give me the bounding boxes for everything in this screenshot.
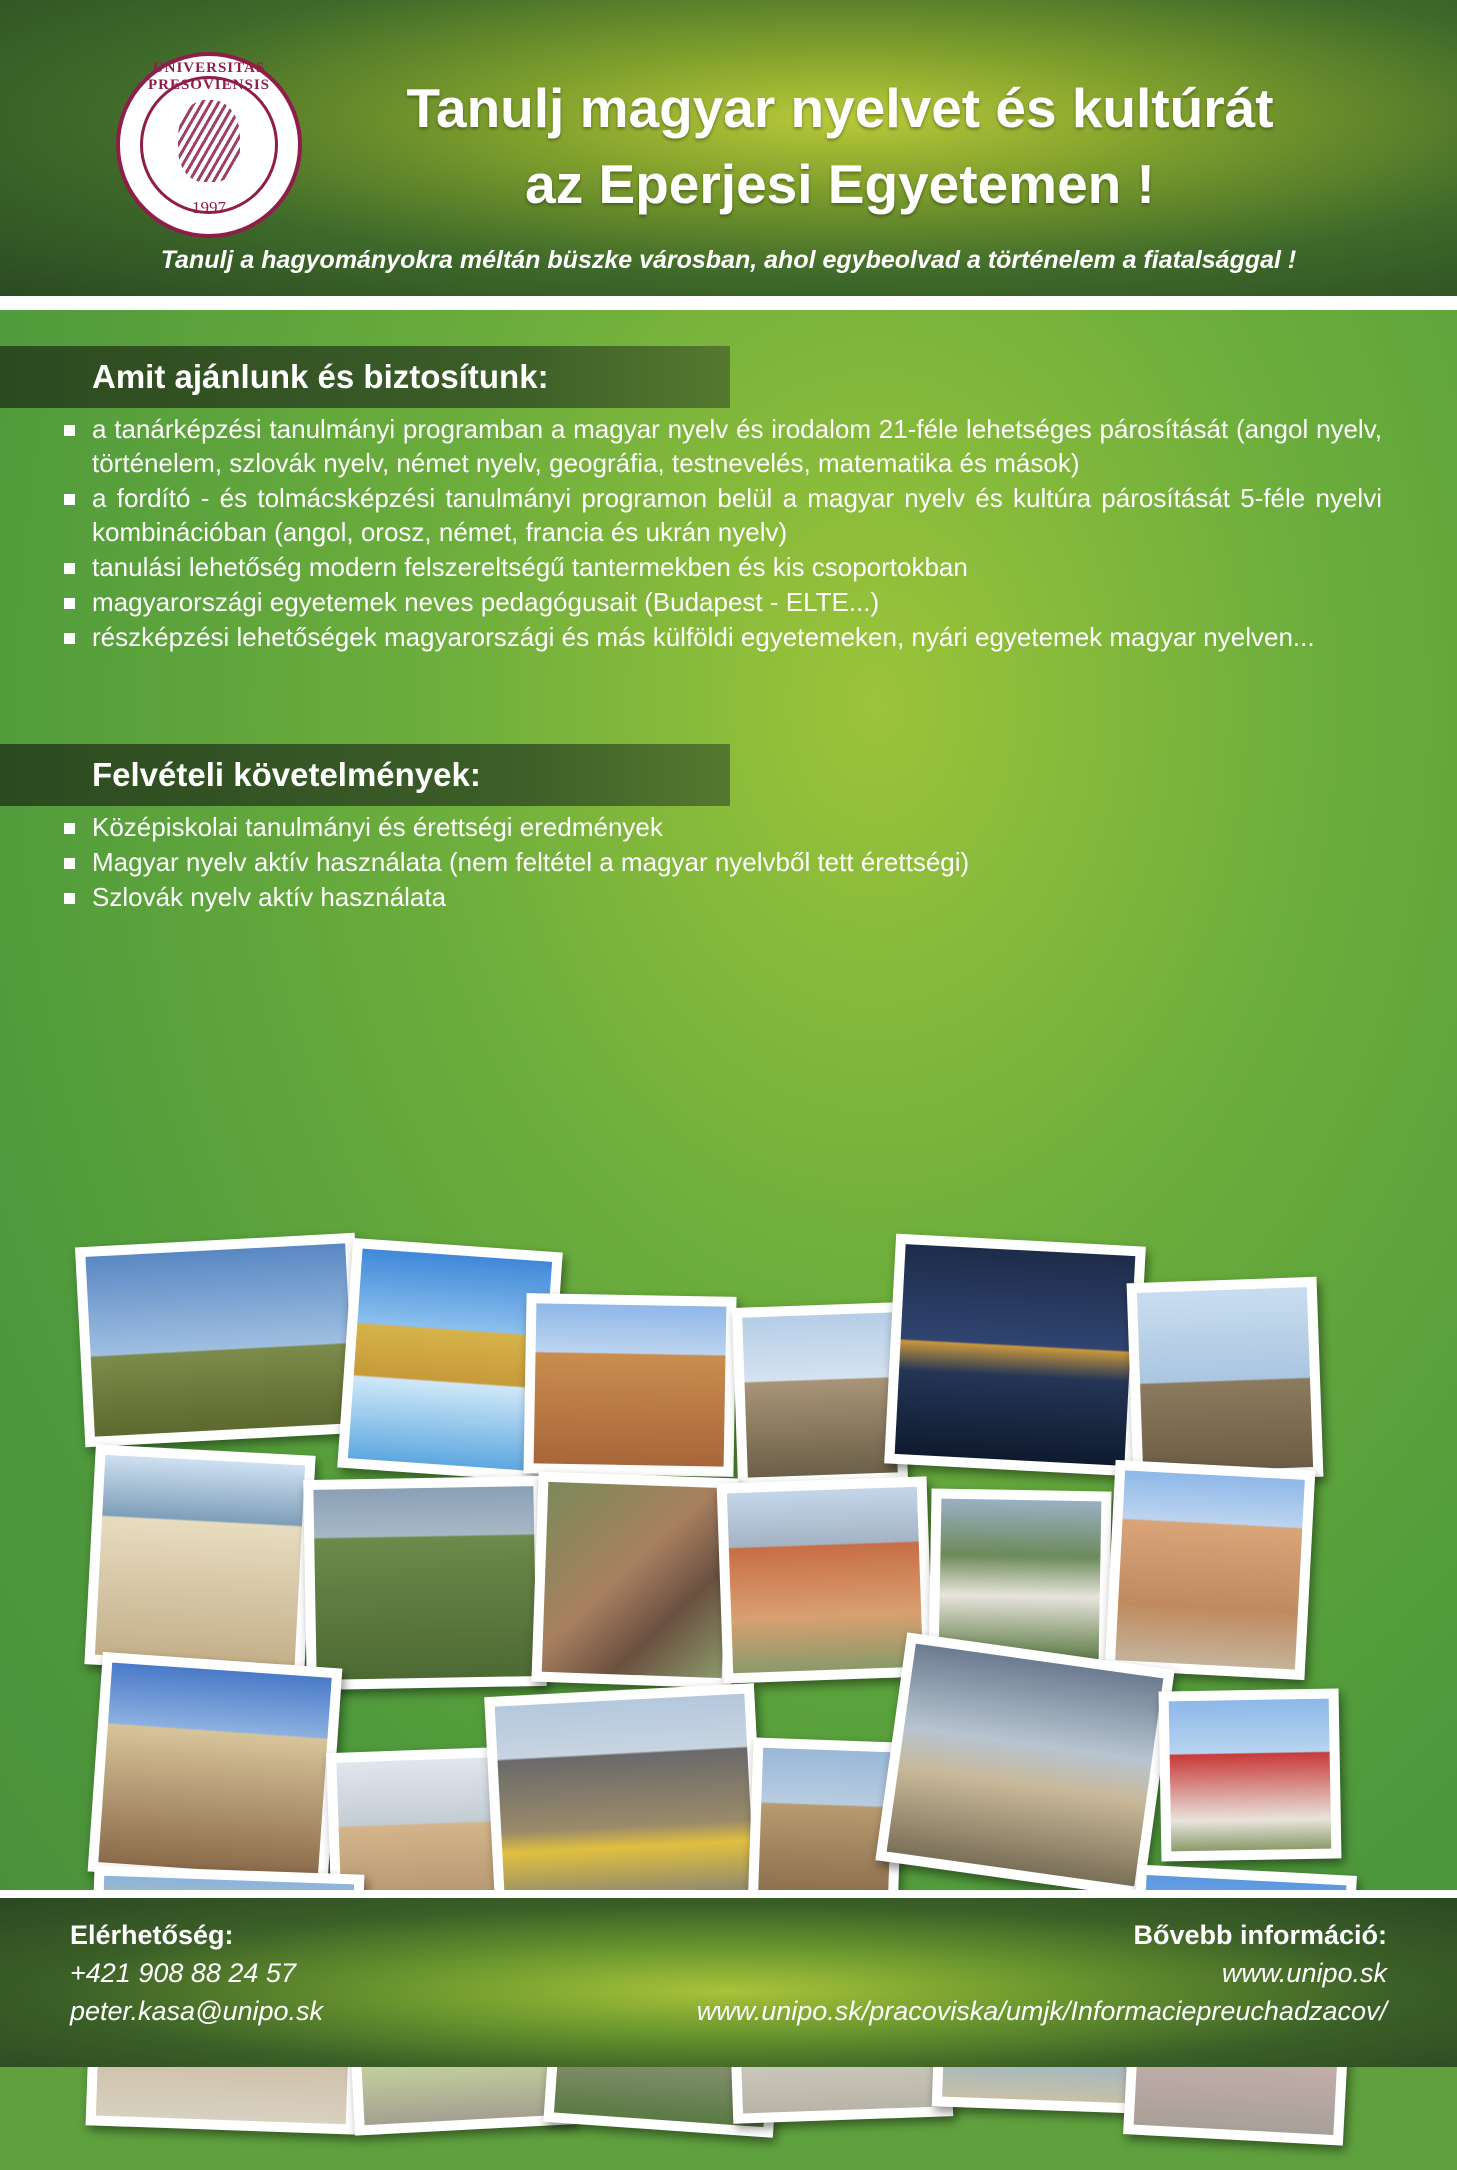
requirements-heading: Felvételi követelmények: xyxy=(0,744,730,806)
subtitle: Tanulj a hagyományokra méltán büszke városban, ahol egybeolvad a történelem a fiatalsággal ! xyxy=(160,246,1297,274)
main-content xyxy=(0,310,1457,1890)
phone-number: +421 908 88 24 57 xyxy=(70,1958,296,1988)
offer-list xyxy=(62,412,1382,655)
title-line-2: az Eperjesi Egyetemen ! xyxy=(525,153,1155,215)
offer-heading: Amit ajánlunk és biztosítunk: xyxy=(0,346,730,408)
list-item: Szlovák nyelv aktív használata xyxy=(62,880,1382,914)
photo-parliament xyxy=(523,1293,736,1477)
list-item: a fordító - és tolmácsképzési tanulmányi programon belül a magyar nyelv és kultúra párosítását 5-féle nyelvi kombinációban (angol, orosz, német, francia és ukrán nyelv) xyxy=(62,481,1382,549)
list-item: a tanárképzési tanulmányi programban a magyar nyelv és irodalom 21-féle lehetséges párosítását (angol nyelv, történelem, szlovák nyelv, német nyelv, geográfia, testnevelés, matematika és mások) xyxy=(62,412,1382,480)
list-item: részképzési lehetőségek magyarországi és más külföldi egyetemeken, nyári egyetemek magyar nyelven... xyxy=(62,620,1382,654)
applicants-info-link[interactable]: www.unipo.sk/pracoviska/umjk/Informaciepreuchadzacov/ xyxy=(696,1996,1387,2026)
title-line-1: Tanulj magyar nyelvet és kultúrát xyxy=(406,77,1274,139)
divider xyxy=(0,1890,1457,1898)
photo-red-church xyxy=(1159,1688,1342,1861)
photo-chain-bridge xyxy=(884,1234,1146,1477)
contact-heading: Elérhetőség: xyxy=(70,1920,234,1950)
email-link[interactable]: peter.kasa@unipo.sk xyxy=(70,1996,324,2026)
contact-block xyxy=(70,1916,323,2030)
photo-renaissance-courtyard xyxy=(88,1652,343,1888)
logo-head-emblem-icon xyxy=(178,100,240,182)
photo-aerial-castle xyxy=(303,1476,547,1690)
list-item: magyarországi egyetemek neves pedagógusait (Budapest - ELTE...) xyxy=(62,585,1382,619)
header xyxy=(0,0,1457,296)
logo-year: 1997 xyxy=(192,198,226,217)
list-item: tanulási lehetőség modern felszereltségű tantermekben és kis csoportokban xyxy=(62,550,1382,584)
divider xyxy=(0,296,1457,310)
requirements-list xyxy=(62,810,1382,915)
photo-castle xyxy=(75,1233,365,1447)
photo-domed-building xyxy=(84,1444,315,1675)
university-logo xyxy=(116,52,302,238)
website-link[interactable]: www.unipo.sk xyxy=(1221,1958,1387,1988)
info-block xyxy=(697,1916,1387,2030)
photo-lion-statue xyxy=(1127,1277,1324,1484)
photo-main-street-aerial xyxy=(717,1476,934,1683)
photo-town-hall-square xyxy=(1105,1460,1316,1680)
photo-square-statue xyxy=(732,1302,908,1488)
info-heading: Bővebb információ: xyxy=(1133,1920,1387,1950)
photo-cathedral-aerial xyxy=(531,1472,738,1689)
list-item: Középiskolai tanulmányi és érettségi eredmények xyxy=(62,810,1382,844)
photo-theatre-square xyxy=(875,1632,1174,1897)
page-title xyxy=(300,70,1380,222)
list-item: Magyar nyelv aktív használata (nem feltétel a magyar nyelvből tett érettségi) xyxy=(62,845,1382,879)
logo-text: UNIVERSITAS PRESOVIENSIS xyxy=(147,60,271,93)
footer xyxy=(0,1898,1457,2067)
